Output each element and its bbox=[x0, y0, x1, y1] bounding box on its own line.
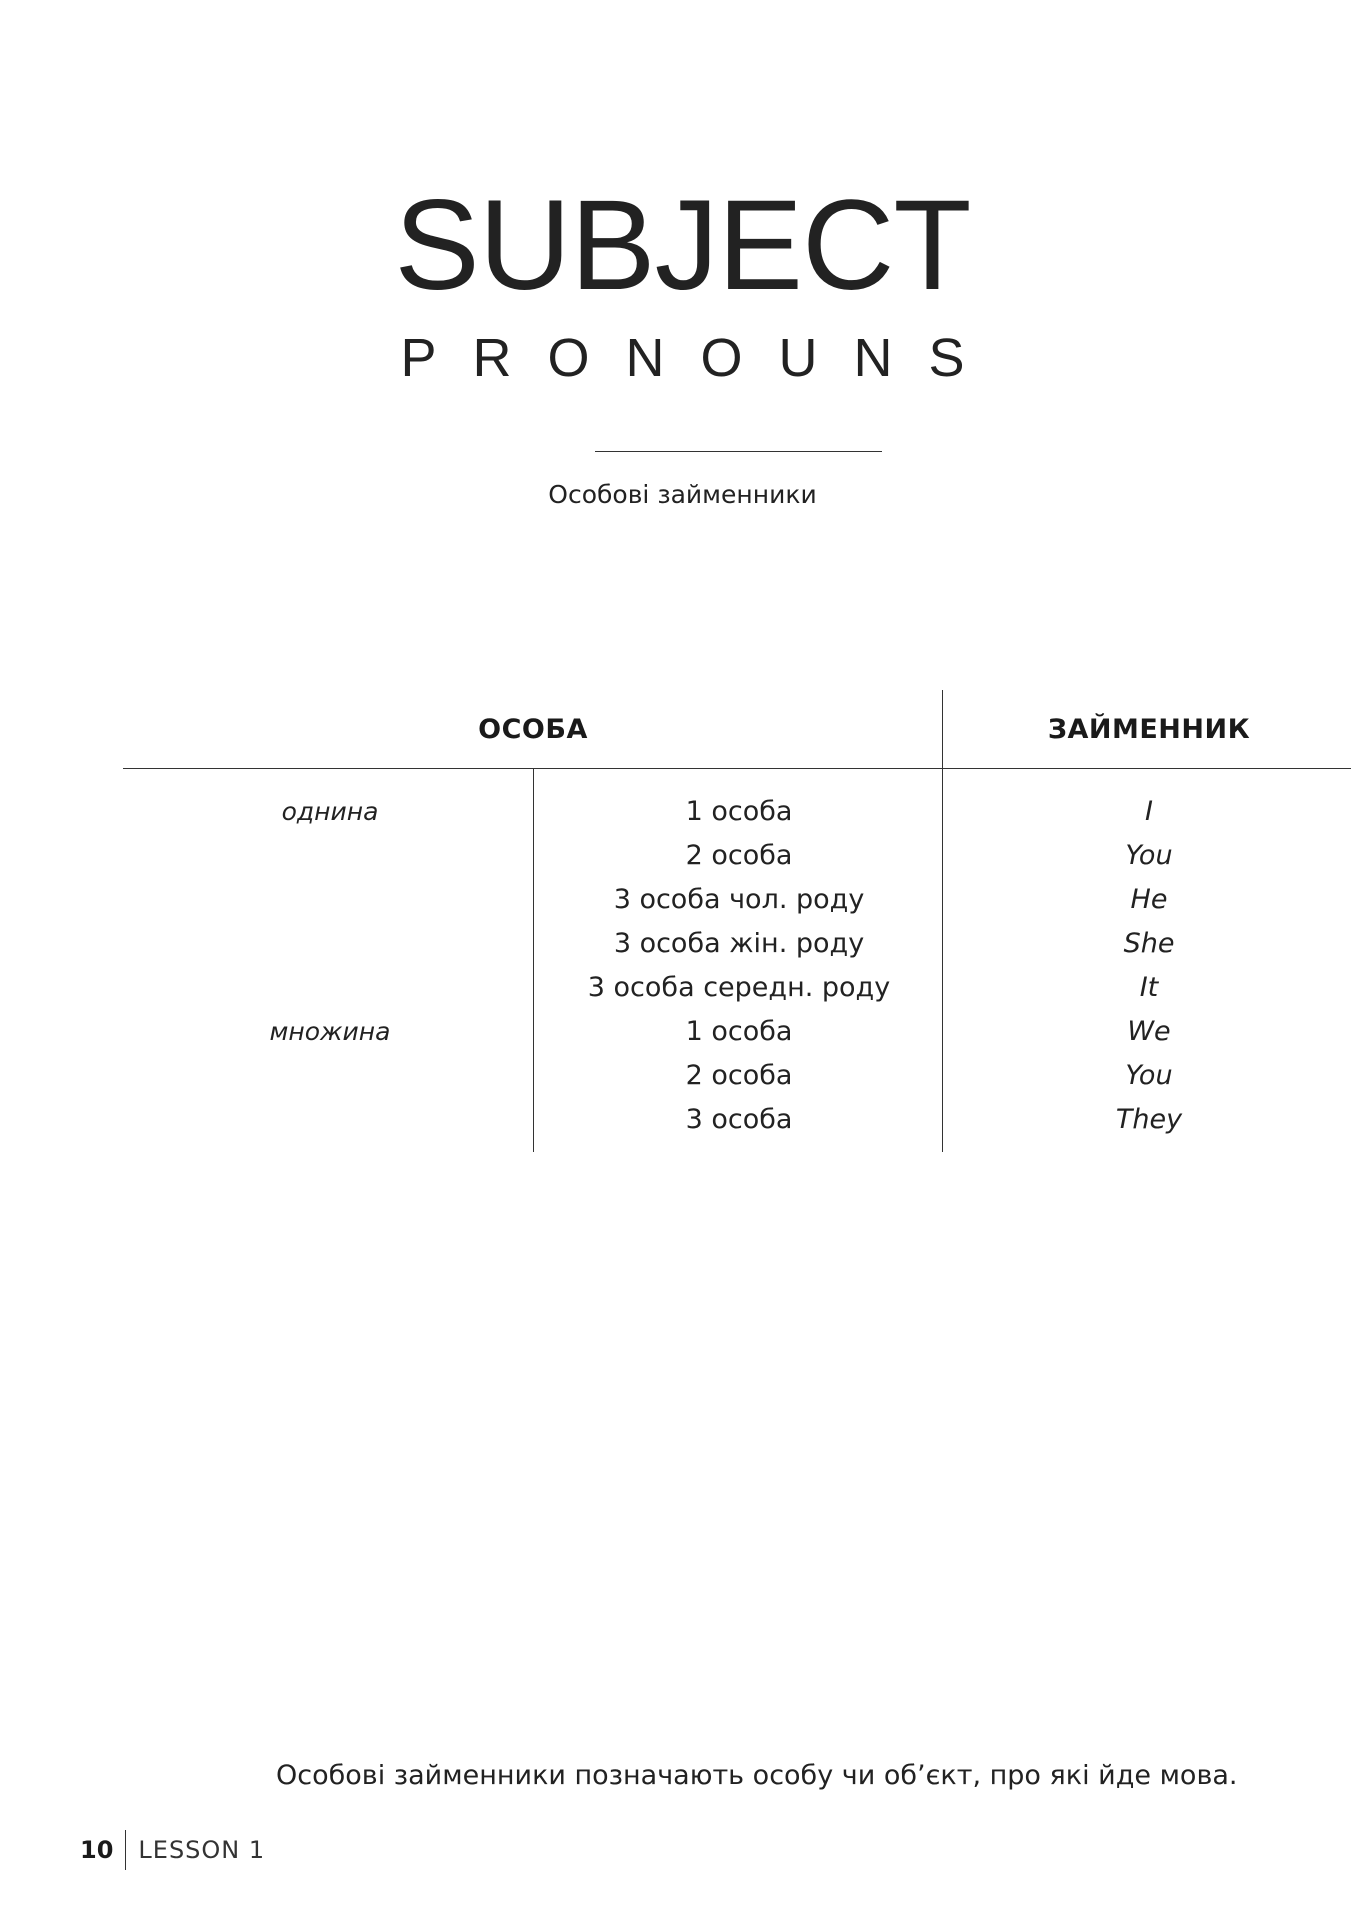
table-row bbox=[0, 922, 1365, 966]
table-row bbox=[0, 790, 1365, 834]
pronoun-cell: She bbox=[1123, 928, 1175, 959]
subtitle: Особові займенники bbox=[548, 480, 817, 509]
pronoun-cell: We bbox=[1127, 1016, 1171, 1047]
pronoun-cell: He bbox=[1130, 884, 1168, 915]
header-person: ОСОБА bbox=[478, 714, 588, 745]
group-label: однина bbox=[281, 797, 379, 826]
table-row bbox=[0, 878, 1365, 922]
person-cell: 1 особа bbox=[685, 1016, 793, 1047]
person-cell: 3 особа bbox=[685, 1104, 793, 1135]
pronoun-cell: It bbox=[1139, 972, 1159, 1003]
person-cell: 2 особа bbox=[685, 1060, 793, 1091]
table-row bbox=[0, 1054, 1365, 1098]
title-sub: PRONOUNS bbox=[400, 328, 1001, 388]
footer-divider bbox=[125, 1830, 126, 1870]
table-row bbox=[0, 834, 1365, 878]
pronoun-cell: You bbox=[1125, 840, 1173, 871]
page-number: 10 bbox=[80, 1836, 114, 1864]
header-pronoun: ЗАЙМЕННИК bbox=[1047, 714, 1251, 745]
pronoun-cell: I bbox=[1145, 796, 1153, 827]
table-row bbox=[0, 1098, 1365, 1142]
person-cell: 2 особа bbox=[685, 840, 793, 871]
person-cell: 3 особа жін. роду bbox=[613, 928, 865, 959]
group-label: множина bbox=[269, 1017, 391, 1046]
title-divider bbox=[595, 451, 882, 452]
page-footer bbox=[80, 1830, 265, 1870]
table-row bbox=[0, 966, 1365, 1010]
lesson-label: LESSON 1 bbox=[138, 1836, 266, 1864]
title-main: SUBJECT bbox=[394, 174, 971, 317]
table-row bbox=[0, 1010, 1365, 1054]
pronoun-cell: They bbox=[1115, 1104, 1183, 1135]
person-cell: 3 особа чол. роду bbox=[613, 884, 865, 915]
table-header-rule bbox=[123, 768, 1351, 769]
person-cell: 3 особа середн. роду bbox=[587, 972, 891, 1003]
person-cell: 1 особа bbox=[685, 796, 793, 827]
footnote: Особові займенники позначають особу чи об’єкт, про які йде мова. bbox=[276, 1760, 1238, 1791]
pronoun-cell: You bbox=[1125, 1060, 1173, 1091]
